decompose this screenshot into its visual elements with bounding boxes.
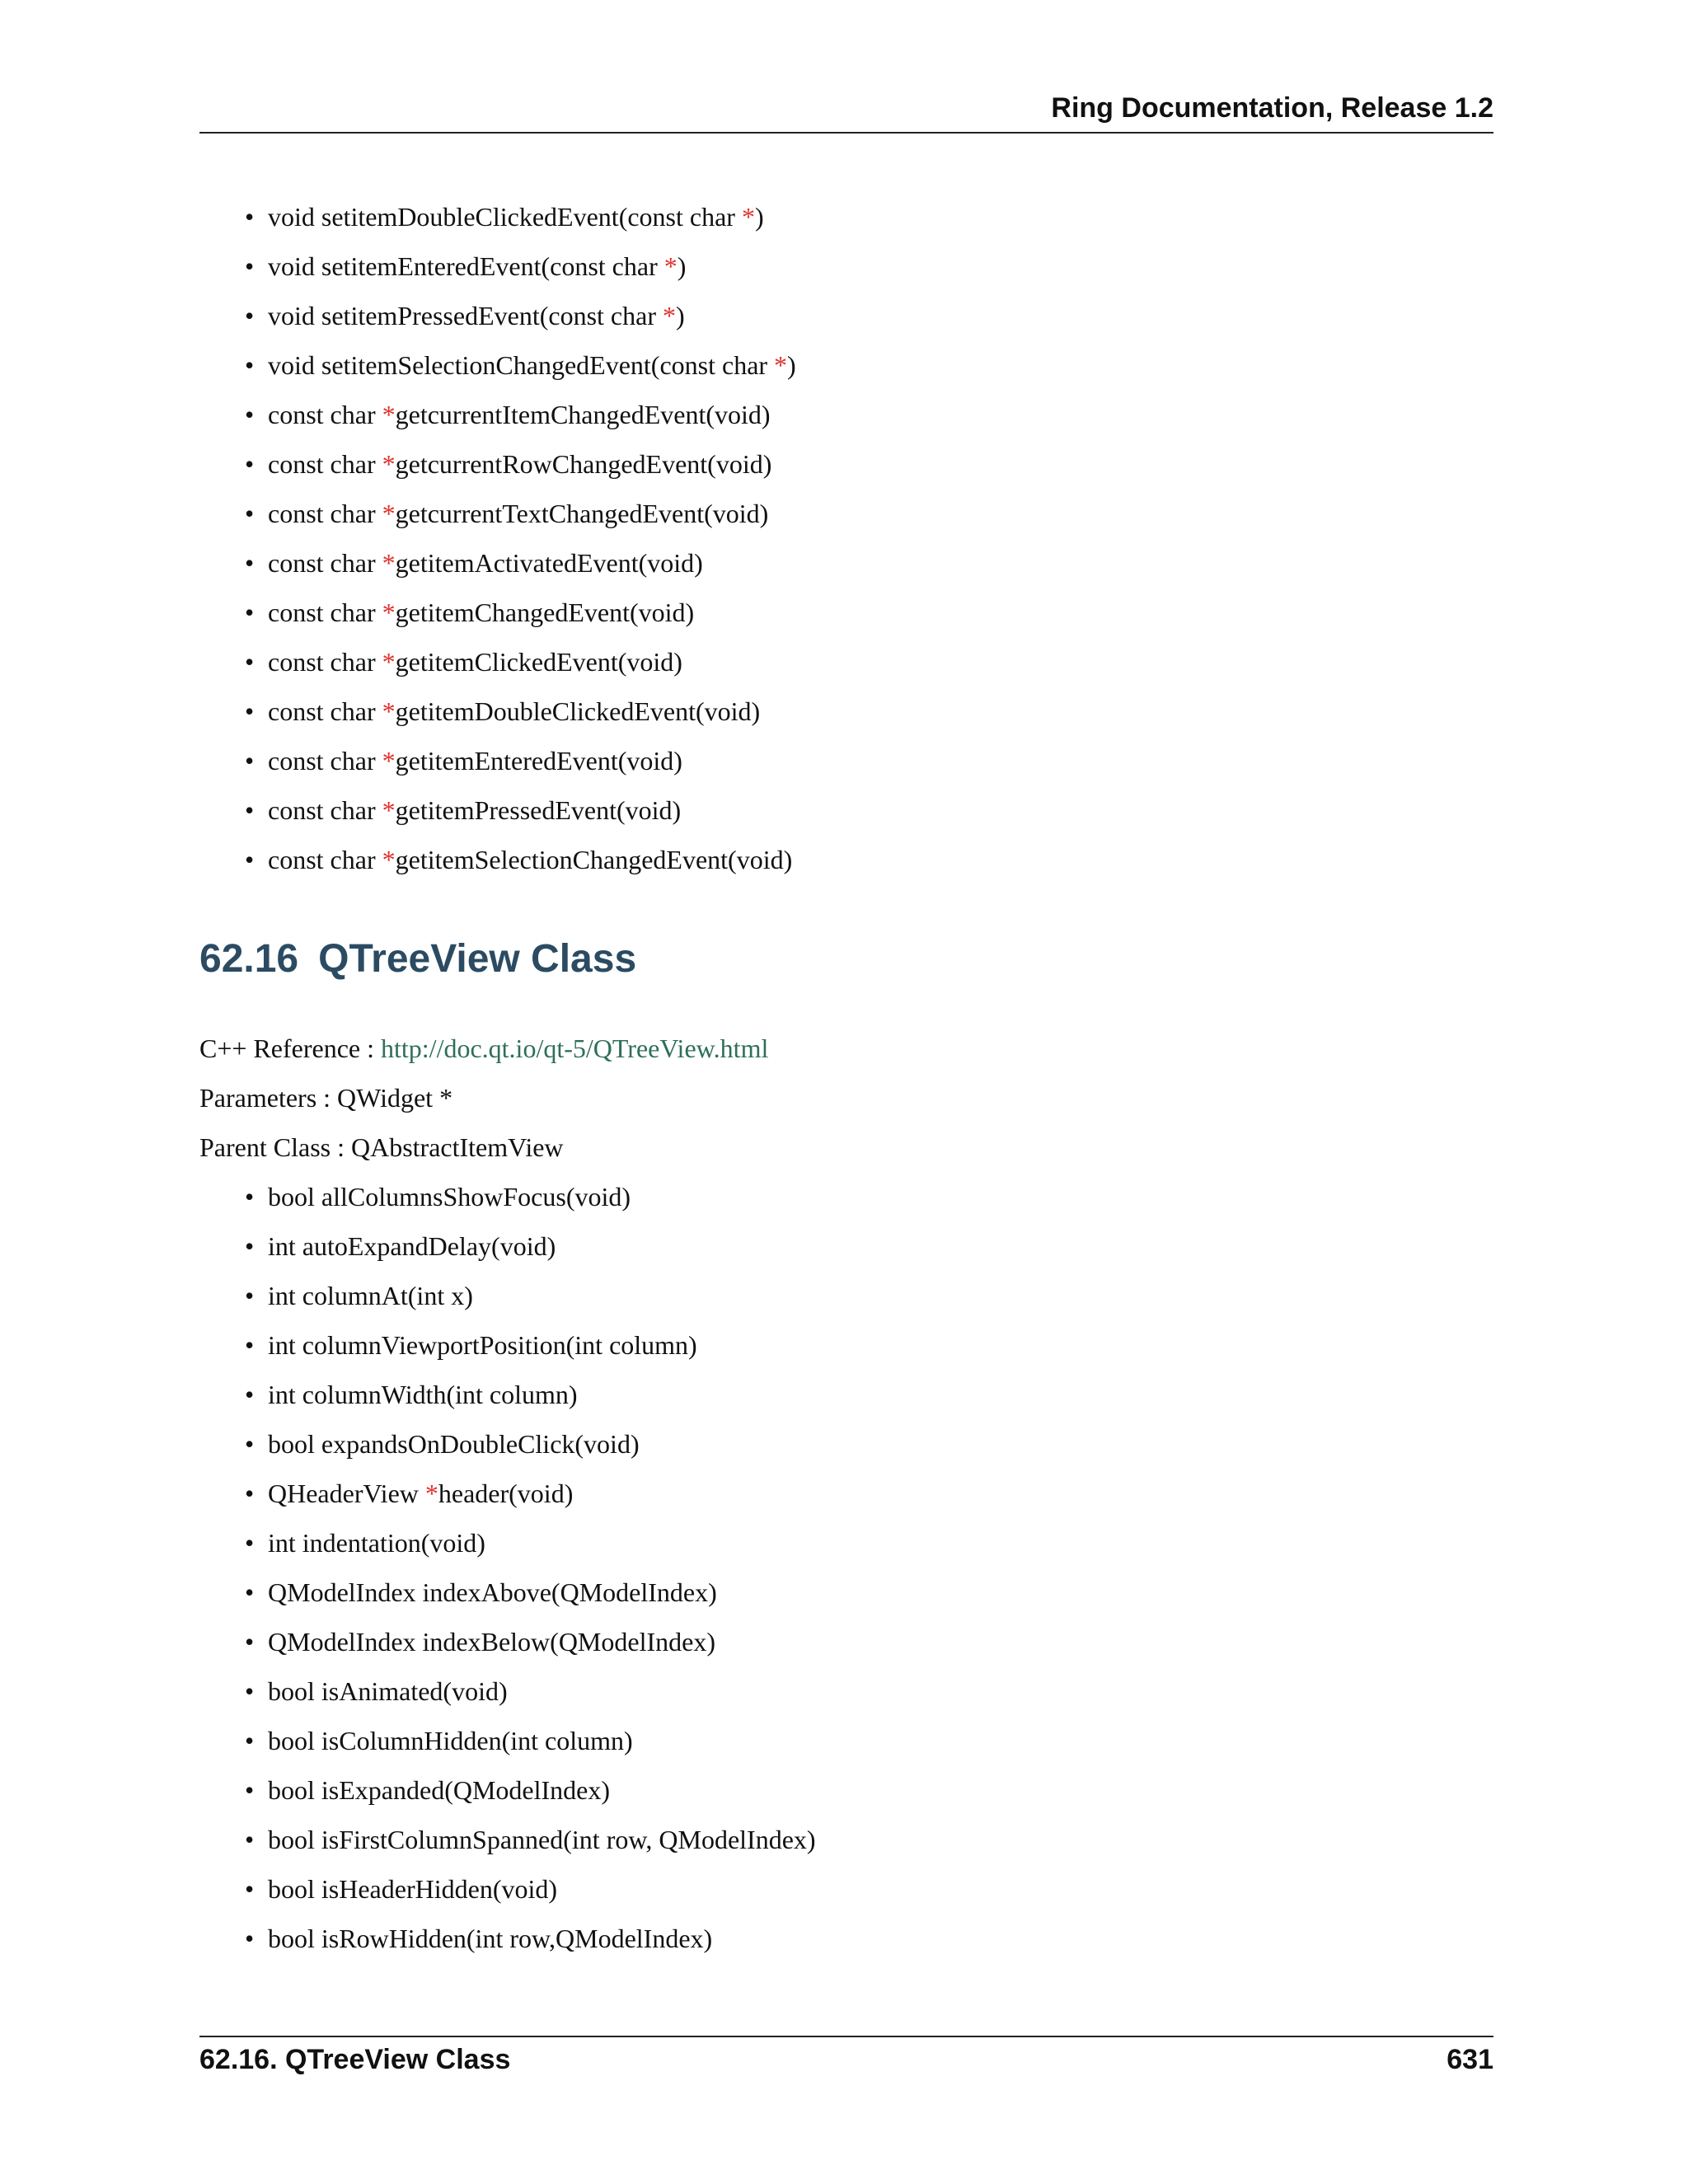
signature-text: getitemActivatedEvent(void) bbox=[395, 548, 703, 578]
signature-text: bool expandsOnDoubleClick(void) bbox=[268, 1429, 640, 1459]
pointer-star: * bbox=[382, 795, 396, 825]
signature-text: const char bbox=[268, 400, 382, 429]
bullet: • bbox=[245, 1775, 255, 1805]
bullet: • bbox=[245, 1429, 255, 1459]
bullet: • bbox=[245, 1874, 255, 1904]
list-item bbox=[245, 637, 796, 687]
signature-text: const char bbox=[268, 696, 382, 726]
bullet: • bbox=[245, 449, 255, 479]
signature-text: void setitemDoubleClickedEvent(const char bbox=[268, 202, 742, 232]
bullet: • bbox=[245, 1825, 255, 1854]
bullet: • bbox=[245, 1676, 255, 1706]
signature-text: getitemEnteredEvent(void) bbox=[395, 746, 682, 776]
footer-section: 62.16. QTreeView Class bbox=[199, 2044, 511, 2075]
document-title: Ring Documentation, Release 1.2 bbox=[1051, 92, 1493, 124]
bullet: • bbox=[245, 845, 255, 874]
list-item bbox=[245, 291, 796, 340]
list-item bbox=[245, 1666, 816, 1716]
bullet: • bbox=[245, 301, 255, 330]
signature-text: int autoExpandDelay(void) bbox=[268, 1231, 556, 1261]
cpp-reference bbox=[199, 1024, 768, 1073]
signature-text: getitemClickedEvent(void) bbox=[395, 647, 682, 677]
signature-text: const char bbox=[268, 746, 382, 776]
bullet: • bbox=[245, 1528, 255, 1558]
list-item bbox=[245, 241, 796, 291]
list-item bbox=[245, 835, 796, 884]
signature-text: getitemPressedEvent(void) bbox=[395, 795, 682, 825]
signature-text: const char bbox=[268, 795, 382, 825]
list-item bbox=[245, 1221, 816, 1271]
signature-text: const char bbox=[268, 449, 382, 479]
pointer-star: * bbox=[774, 350, 788, 380]
list-item bbox=[245, 1271, 816, 1320]
page-header bbox=[199, 92, 1493, 134]
pointer-star: * bbox=[663, 251, 678, 281]
signature-text: const char bbox=[268, 845, 382, 874]
list-item bbox=[245, 390, 796, 439]
signature-text: QHeaderView bbox=[268, 1479, 425, 1508]
signature-text: bool allColumnsShowFocus(void) bbox=[268, 1182, 631, 1212]
signature-text: bool isHeaderHidden(void) bbox=[268, 1874, 558, 1904]
list-item bbox=[245, 1320, 816, 1370]
section-title-text: QTreeView Class bbox=[318, 937, 637, 981]
pointer-star: * bbox=[382, 647, 396, 677]
list-item bbox=[245, 1568, 816, 1617]
signature-text: bool isFirstColumnSpanned(int row, QModelIndex) bbox=[268, 1825, 816, 1854]
list-item bbox=[245, 538, 796, 588]
signature-text: QModelIndex indexBelow(QModelIndex) bbox=[268, 1627, 715, 1657]
pointer-star: * bbox=[424, 1479, 438, 1508]
signature-text: getcurrentRowChangedEvent(void) bbox=[395, 449, 772, 479]
section-heading bbox=[199, 936, 636, 982]
signature-text: getitemDoubleClickedEvent(void) bbox=[395, 696, 761, 726]
signature-text: bool isAnimated(void) bbox=[268, 1676, 508, 1706]
bullet: • bbox=[245, 1726, 255, 1755]
bullet: • bbox=[245, 598, 255, 627]
signature-text: void setitemSelectionChangedEvent(const char bbox=[268, 350, 775, 380]
pointer-star: * bbox=[382, 400, 396, 429]
list-item bbox=[245, 736, 796, 785]
signature-text: QModelIndex indexAbove(QModelIndex) bbox=[268, 1577, 717, 1607]
signature-text: header(void) bbox=[438, 1479, 574, 1508]
cpp-reference-link[interactable]: http://doc.qt.io/qt-5/QTreeView.html bbox=[381, 1033, 769, 1063]
signature-text: const char bbox=[268, 647, 382, 677]
signature-text: bool isRowHidden(int row,QModelIndex) bbox=[268, 1924, 713, 1953]
pointer-star: * bbox=[382, 598, 396, 627]
pointer-star: * bbox=[382, 449, 396, 479]
list-item bbox=[245, 439, 796, 489]
list-item bbox=[245, 1864, 816, 1914]
list-item bbox=[245, 588, 796, 637]
pointer-star: * bbox=[662, 301, 676, 330]
signature-text: ) bbox=[675, 301, 685, 330]
method-list-qlistwidget bbox=[245, 192, 796, 884]
list-item bbox=[245, 1765, 816, 1815]
bullet: • bbox=[245, 795, 255, 825]
signature-text: getitemSelectionChangedEvent(void) bbox=[395, 845, 793, 874]
bullet: • bbox=[245, 1380, 255, 1409]
bullet: • bbox=[245, 1182, 255, 1212]
method-list-qtreeview bbox=[245, 1172, 816, 1963]
pointer-star: * bbox=[741, 202, 755, 232]
signature-text: const char bbox=[268, 548, 382, 578]
list-item bbox=[245, 192, 796, 241]
cpp-reference-label: C++ Reference : bbox=[199, 1033, 381, 1063]
list-item bbox=[245, 1419, 816, 1469]
bullet: • bbox=[245, 400, 255, 429]
list-item bbox=[245, 1518, 816, 1568]
signature-text: const char bbox=[268, 499, 382, 528]
signature-text: int columnViewportPosition(int column) bbox=[268, 1330, 697, 1360]
pointer-star: * bbox=[382, 499, 396, 528]
list-item bbox=[245, 340, 796, 390]
bullet: • bbox=[245, 548, 255, 578]
list-item bbox=[245, 1716, 816, 1765]
list-item bbox=[245, 1617, 816, 1666]
list-item bbox=[245, 1172, 816, 1221]
bullet: • bbox=[245, 746, 255, 776]
list-item bbox=[245, 1815, 816, 1864]
bullet: • bbox=[245, 499, 255, 528]
signature-text: getcurrentTextChangedEvent(void) bbox=[395, 499, 769, 528]
pointer-star: * bbox=[382, 845, 396, 874]
bullet: • bbox=[245, 1577, 255, 1607]
list-item bbox=[245, 1914, 816, 1963]
pointer-star: * bbox=[382, 548, 396, 578]
page-footer bbox=[199, 2036, 1493, 2087]
signature-text: ) bbox=[754, 202, 764, 232]
bullet: • bbox=[245, 1479, 255, 1508]
bullet: • bbox=[245, 1924, 255, 1953]
pointer-star: * bbox=[382, 746, 396, 776]
bullet: • bbox=[245, 1330, 255, 1360]
signature-text: getcurrentItemChangedEvent(void) bbox=[395, 400, 771, 429]
signature-text: int columnWidth(int column) bbox=[268, 1380, 578, 1409]
bullet: • bbox=[245, 350, 255, 380]
bullet: • bbox=[245, 202, 255, 232]
signature-text: int columnAt(int x) bbox=[268, 1281, 473, 1310]
signature-text: ) bbox=[677, 251, 687, 281]
list-item bbox=[245, 1370, 816, 1419]
list-item bbox=[245, 785, 796, 835]
parent-class-line: Parent Class : QAbstractItemView bbox=[199, 1132, 564, 1162]
signature-text: ) bbox=[787, 350, 796, 380]
signature-text: void setitemEnteredEvent(const char bbox=[268, 251, 664, 281]
list-item bbox=[245, 687, 796, 736]
signature-text: getitemChangedEvent(void) bbox=[395, 598, 695, 627]
bullet: • bbox=[245, 1281, 255, 1310]
bullet: • bbox=[245, 251, 255, 281]
page-number: 631 bbox=[1447, 2044, 1493, 2075]
list-item bbox=[245, 489, 796, 538]
signature-text: bool isExpanded(QModelIndex) bbox=[268, 1775, 611, 1805]
bullet: • bbox=[245, 1627, 255, 1657]
bullet: • bbox=[245, 696, 255, 726]
signature-text: bool isColumnHidden(int column) bbox=[268, 1726, 633, 1755]
section-number: 62.16 bbox=[199, 937, 299, 981]
pointer-star: * bbox=[382, 696, 396, 726]
bullet: • bbox=[245, 647, 255, 677]
signature-text: const char bbox=[268, 598, 382, 627]
signature-text: void setitemPressedEvent(const char bbox=[268, 301, 663, 330]
bullet: • bbox=[245, 1231, 255, 1261]
parameters-line: Parameters : QWidget * bbox=[199, 1083, 453, 1113]
signature-text: int indentation(void) bbox=[268, 1528, 485, 1558]
list-item bbox=[245, 1469, 816, 1518]
